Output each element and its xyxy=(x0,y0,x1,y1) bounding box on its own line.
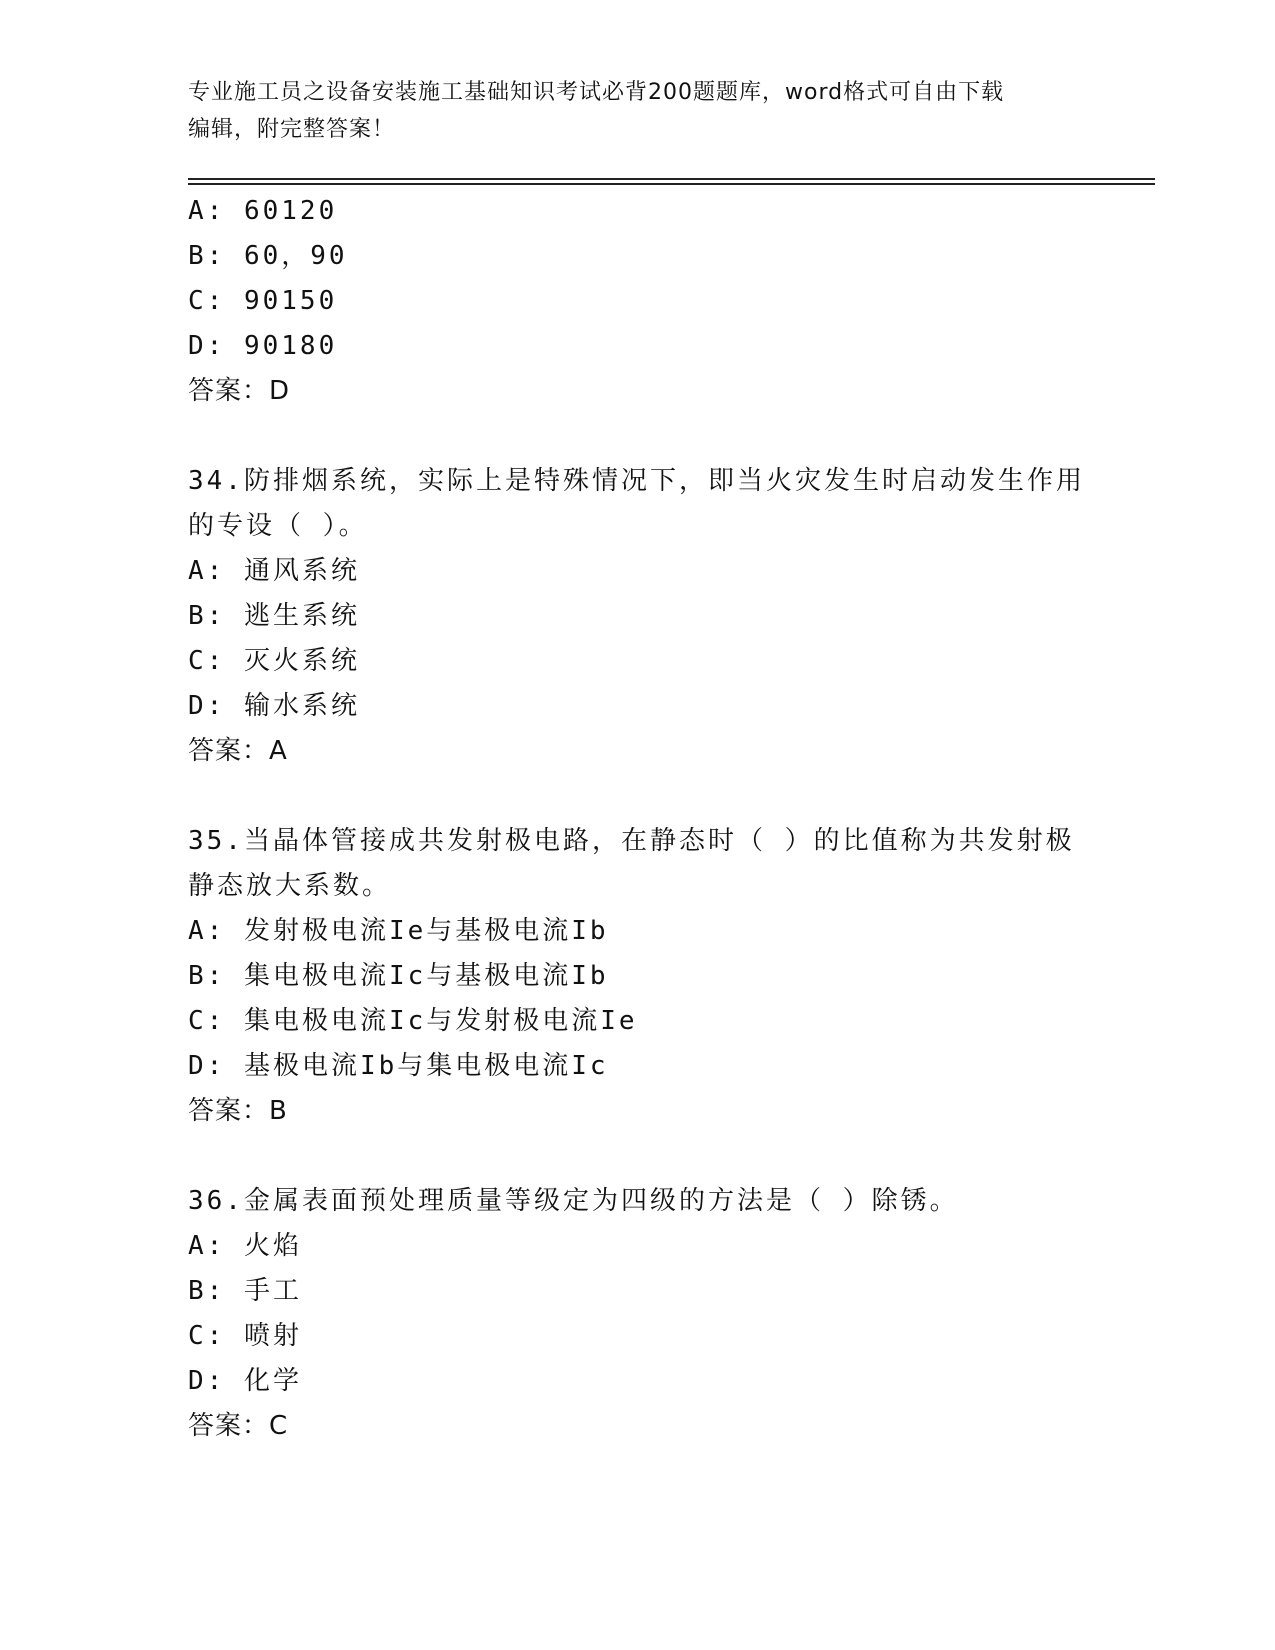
q35-option-b: B: 集电极电流Ic与基极电流Ib xyxy=(188,961,609,991)
q36-answer: 答案：C xyxy=(188,1411,289,1441)
q34-stem-line-2: 的专设（ ）。 xyxy=(188,511,368,541)
q33-option-b: B: 60，90 xyxy=(188,241,348,271)
q33-option-c: C: 90150 xyxy=(188,286,338,316)
document-header xyxy=(188,74,1068,148)
q35-answer: 答案：B xyxy=(188,1096,288,1126)
q34-option-a: A: 通风系统 xyxy=(188,556,360,586)
q34-option-c: C: 灭火系统 xyxy=(188,646,360,676)
header-title-line-1: 专业施工员之设备安装施工基础知识考试必背200题题库，word格式可自由下载 xyxy=(188,80,1005,105)
q35-option-a: A: 发射极电流Ie与基极电流Ib xyxy=(188,916,609,946)
q35-option-d: D: 基极电流Ib与集电极电流Ic xyxy=(188,1051,609,1081)
header-divider-top xyxy=(188,178,1155,180)
q35-stem-line-2: 静态放大系数。 xyxy=(188,871,392,901)
q33-answer: 答案：D xyxy=(188,376,291,406)
q36-option-d: D: 化学 xyxy=(188,1366,302,1396)
q35-option-c: C: 集电极电流Ic与发射极电流Ie xyxy=(188,1006,638,1036)
q35-stem-line-1: 35.当晶体管接成共发射极电路，在静态时（ ）的比值称为共发射极 xyxy=(188,826,1075,856)
q34-option-b: B: 逃生系统 xyxy=(188,601,360,631)
q36-option-b: B: 手工 xyxy=(188,1276,302,1306)
q33-option-a: A: 60120 xyxy=(188,196,338,226)
q36-option-a: A: 火焰 xyxy=(188,1231,302,1261)
header-title-line-2: 编辑，附完整答案！ xyxy=(188,117,396,142)
q36-option-c: C: 喷射 xyxy=(188,1321,302,1351)
q33-option-d: D: 90180 xyxy=(188,331,338,361)
q36-stem-line-1: 36.金属表面预处理质量等级定为四级的方法是（ ）除锈。 xyxy=(188,1186,959,1216)
q34-option-d: D: 输水系统 xyxy=(188,691,360,721)
q34-stem-line-1: 34.防排烟系统，实际上是特殊情况下，即当火灾发生时启动发生作用 xyxy=(188,466,1085,496)
header-divider-bottom xyxy=(188,183,1155,185)
q34-answer: 答案：A xyxy=(188,736,288,766)
